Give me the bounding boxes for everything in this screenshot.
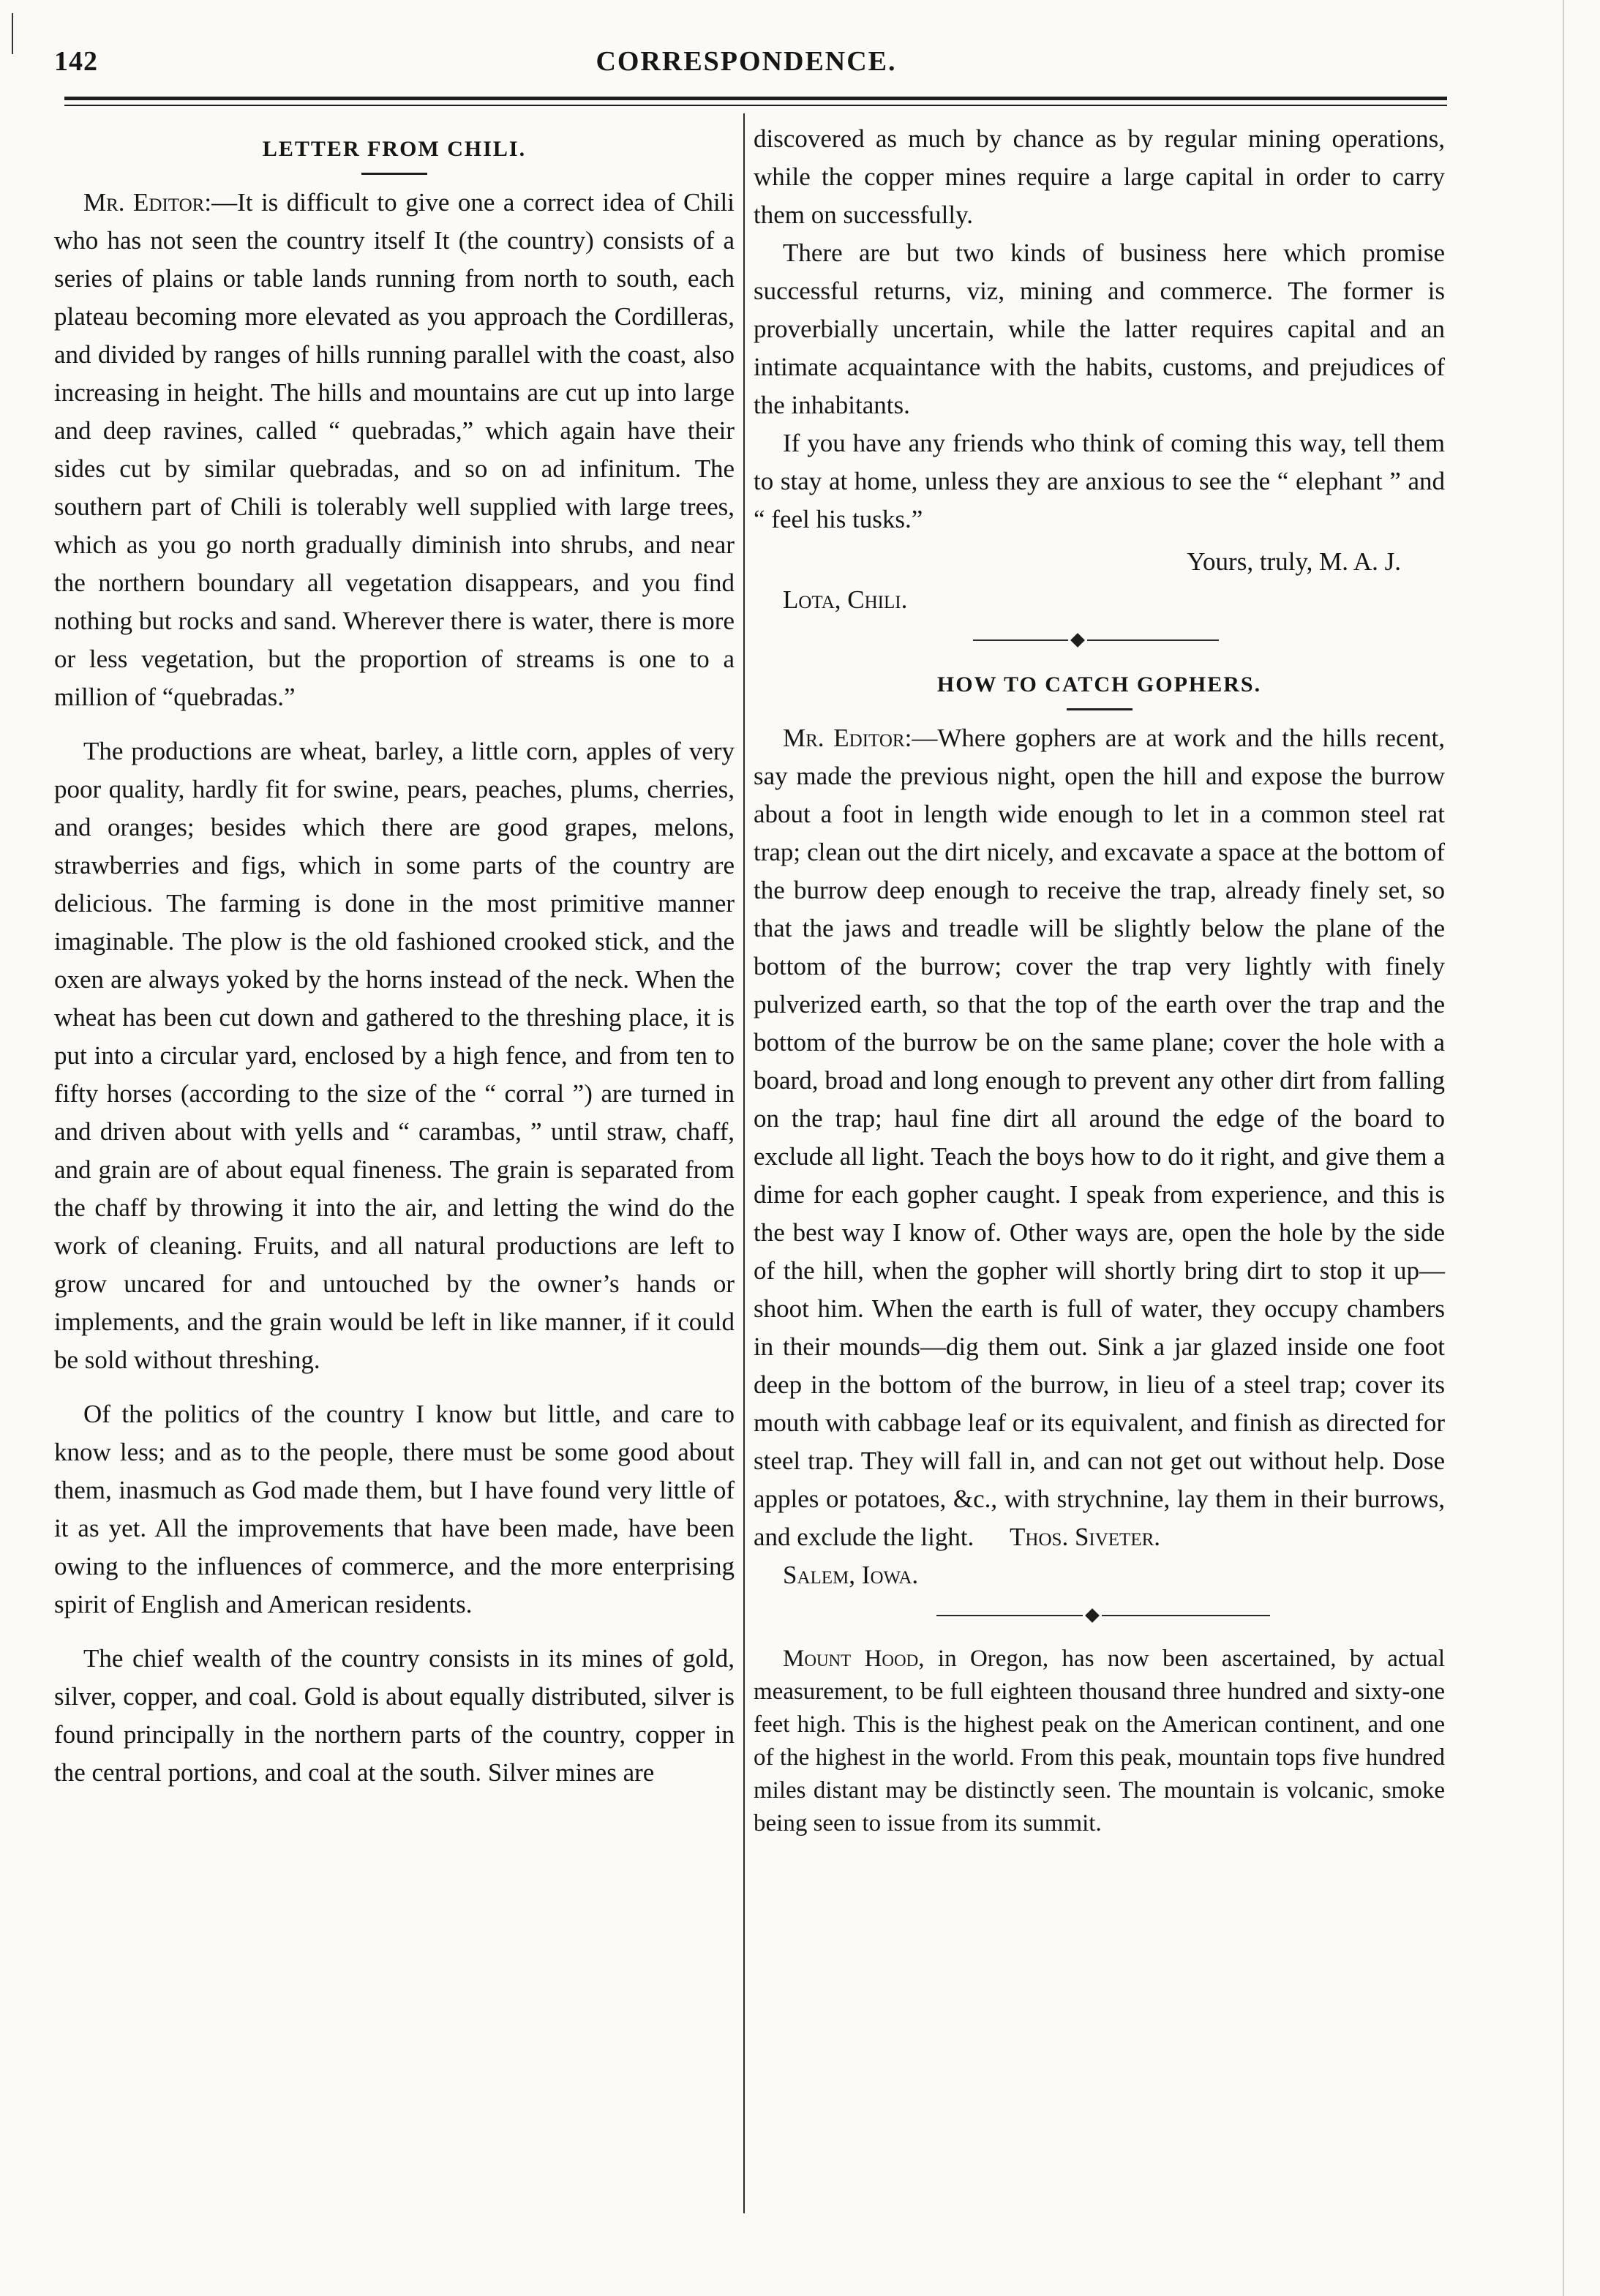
paragraph-text: :—Where gophers are at work and the hills recent, say made the previous night, open the hill and expose the burrow about a foot in length wide enough to let in a common steel rat trap; clean out the dirt nicely, and excavate a space at the bottom of the burrow deep enough to receive the trap, already finely set, so that the jaws and treadle will be slightly below the plane of the bottom of the burrow; cover the trap very lightly with finely pulverized earth, so that the top of the earth over the trap and the bottom of the burrow be on the same plane; cover the hole with a board, broad and long enough to prevent any other dirt from falling on the trap; haul fine dirt all around the edge of the board to exclude all light. Teach the boys how to do it right, and give them a dime for each gopher caught. I speak from experience, and this is the best way I know of. Other ways are, open the hole by the side of the hill, when the gopher will shortly bring dirt to stop it up—shoot him. When the earth is full of water, they occupy chambers in their mounds—dig them out. Sink a jar glazed inside one foot deep in the bottom of the burrow, in lieu of a steel trap; cover its mouth with cabbage leaf or its equivalent, and finish as directed for steel trap. They will fall in, and can not get out without help. Dose apples or potatoes, &c., with strychnine, lay them in their burrows, and exclude the light.	[754, 724, 1445, 1551]
paragraph-text: , in Oregon, has now been ascertained, by actual measurement, to be full eighteen thousand three hundred and sixty-one feet high. This is the highest peak on the American continent, and one of the highest in the world. From this peak, mountain tops five hundred miles distant may be distinctly seen. The mountain is volcanic, smoke being seen to issue from its summit.	[754, 1646, 1445, 1837]
paragraph-text: :—It is difficult to give one a correct idea of Chili who has not seen the country itself It (the country) consists of a series of plains or table lands running from north to south, each plateau becoming more elevated as you approach the Cordilleras, and divided by ranges of hills running parallel with the coast, also increasing in height. The hills and mountains are cut up into large and deep ravines, called “ quebradas,” which again have their sides cut by similar quebradas, and so on ad infinitum. The southern part of Chili is tolerably well supplied with large trees, which as you go north gradually diminish into shrubs, and near the northern boundary all vegetation disappears, and you find nothing but rocks and sand. Wherever there is water, there is more or less vegetation, but the proportion of streams is one to a million of “quebradas.”	[54, 188, 735, 711]
page-edge-mark	[12, 13, 13, 54]
gophers-signature: Thos. Siveter.	[1010, 1523, 1161, 1551]
ornament-diamond	[1070, 633, 1085, 648]
page-number: 142	[54, 46, 98, 77]
chili-paragraph-4: The chief wealth of the country consists in its mines of gold, silver, copper, and coal. Gold is about equally distributed, silver is found principally in the northern parts of the country, copper in the central portions, and coal at the south. Silver mines are	[54, 1644, 735, 1787]
page-edge-line	[1563, 0, 1564, 2296]
chili-paragraph-2: The productions are wheat, barley, a little corn, apples of very poor quality, hardly fit for swine, pears, peaches, plums, cherries, and oranges; besides which there are good grapes, melons, strawberries and figs, which in some parts of the country are delicious. The farming is done in the most primitive manner imaginable. The plow is the old fashioned crooked stick, and the oxen are always yoked by the horns instead of the neck. When the wheat has been cut down and gathered to the threshing place, it is put into a circular yard, enclosed by a high fence, and from ten to fifty horses (according to the size of the “ corral ”) are turned in and driven about with yells and “ carambas, ” until straw, chaff, and grain are of about equal fineness. The grain is separated from the chaff by throwing it into the air, and letting the wind do the work of cleaning. Fruits, and all natural productions are left to grow uncared for and untouched by the owner’s hands or implements, and the grain would be left in like manner, if it could be sold without threshing.	[54, 737, 735, 1374]
chili-paragraph-6: If you have any friends who think of coming this way, tell them to stay at home, unless they are anxious to see the “ elephant ” and “ feel his tusks.”	[754, 429, 1445, 533]
title-rule	[361, 173, 427, 175]
mount-hood-note	[754, 1643, 1445, 1840]
ornament-line-left	[973, 639, 1068, 641]
article-title-gophers: HOW TO CATCH GOPHERS.	[936, 672, 1262, 697]
chili-paragraph-5: There are but two kinds of business here which promise successful returns, viz, mining and commerce. The former is proverbially uncertain, while the latter requires capital and an intimate acquaintance with the habits, customs, and prejudices of the inhabitants.	[754, 239, 1445, 419]
page-header	[51, 45, 1441, 89]
section-ornament	[754, 1602, 1445, 1631]
ornament-line-right	[1087, 639, 1219, 641]
chili-signoff: Yours, truly, M. A. J.	[1187, 547, 1401, 576]
left-column	[54, 124, 735, 1792]
ornament-line-right	[1102, 1615, 1270, 1616]
chili-paragraph-1	[54, 184, 735, 716]
salutation: Mr. Editor	[783, 724, 905, 752]
section-ornament	[754, 626, 1445, 656]
salutation: Mr. Editor	[83, 188, 205, 217]
column-divider	[743, 113, 745, 2213]
header-rule-thin	[64, 105, 1447, 106]
right-column	[754, 120, 1445, 1840]
ornament-diamond	[1085, 1608, 1100, 1623]
chili-paragraph-3: Of the politics of the country I know but little, and care to know less; and as to the people, there must be some good about them, inasmuch as God made them, but I have found very little of it as yet. All the improvements that have been made, have been owing to the influences of commerce, and the more enterprising spirit of English and American residents.	[54, 1400, 735, 1618]
running-head: CORRESPONDENCE.	[596, 46, 897, 77]
header-rule-thick	[64, 97, 1447, 100]
gophers-dateline: Salem, Iowa.	[783, 1561, 919, 1589]
mount-hood-paragraph	[754, 1643, 1445, 1840]
mount-hood-lead: Mount Hood	[783, 1646, 919, 1672]
article-title-chili: LETTER FROM CHILI.	[262, 137, 527, 161]
ornament-line-left	[936, 1615, 1083, 1616]
title-rule	[1067, 708, 1133, 710]
gophers-paragraph	[754, 719, 1445, 1556]
chili-paragraph-4-continued: discovered as much by chance as by regular mining operations, while the copper mines require a large capital in order to carry them on successfully.	[754, 124, 1445, 229]
chili-dateline: Lota, Chili.	[783, 585, 908, 614]
